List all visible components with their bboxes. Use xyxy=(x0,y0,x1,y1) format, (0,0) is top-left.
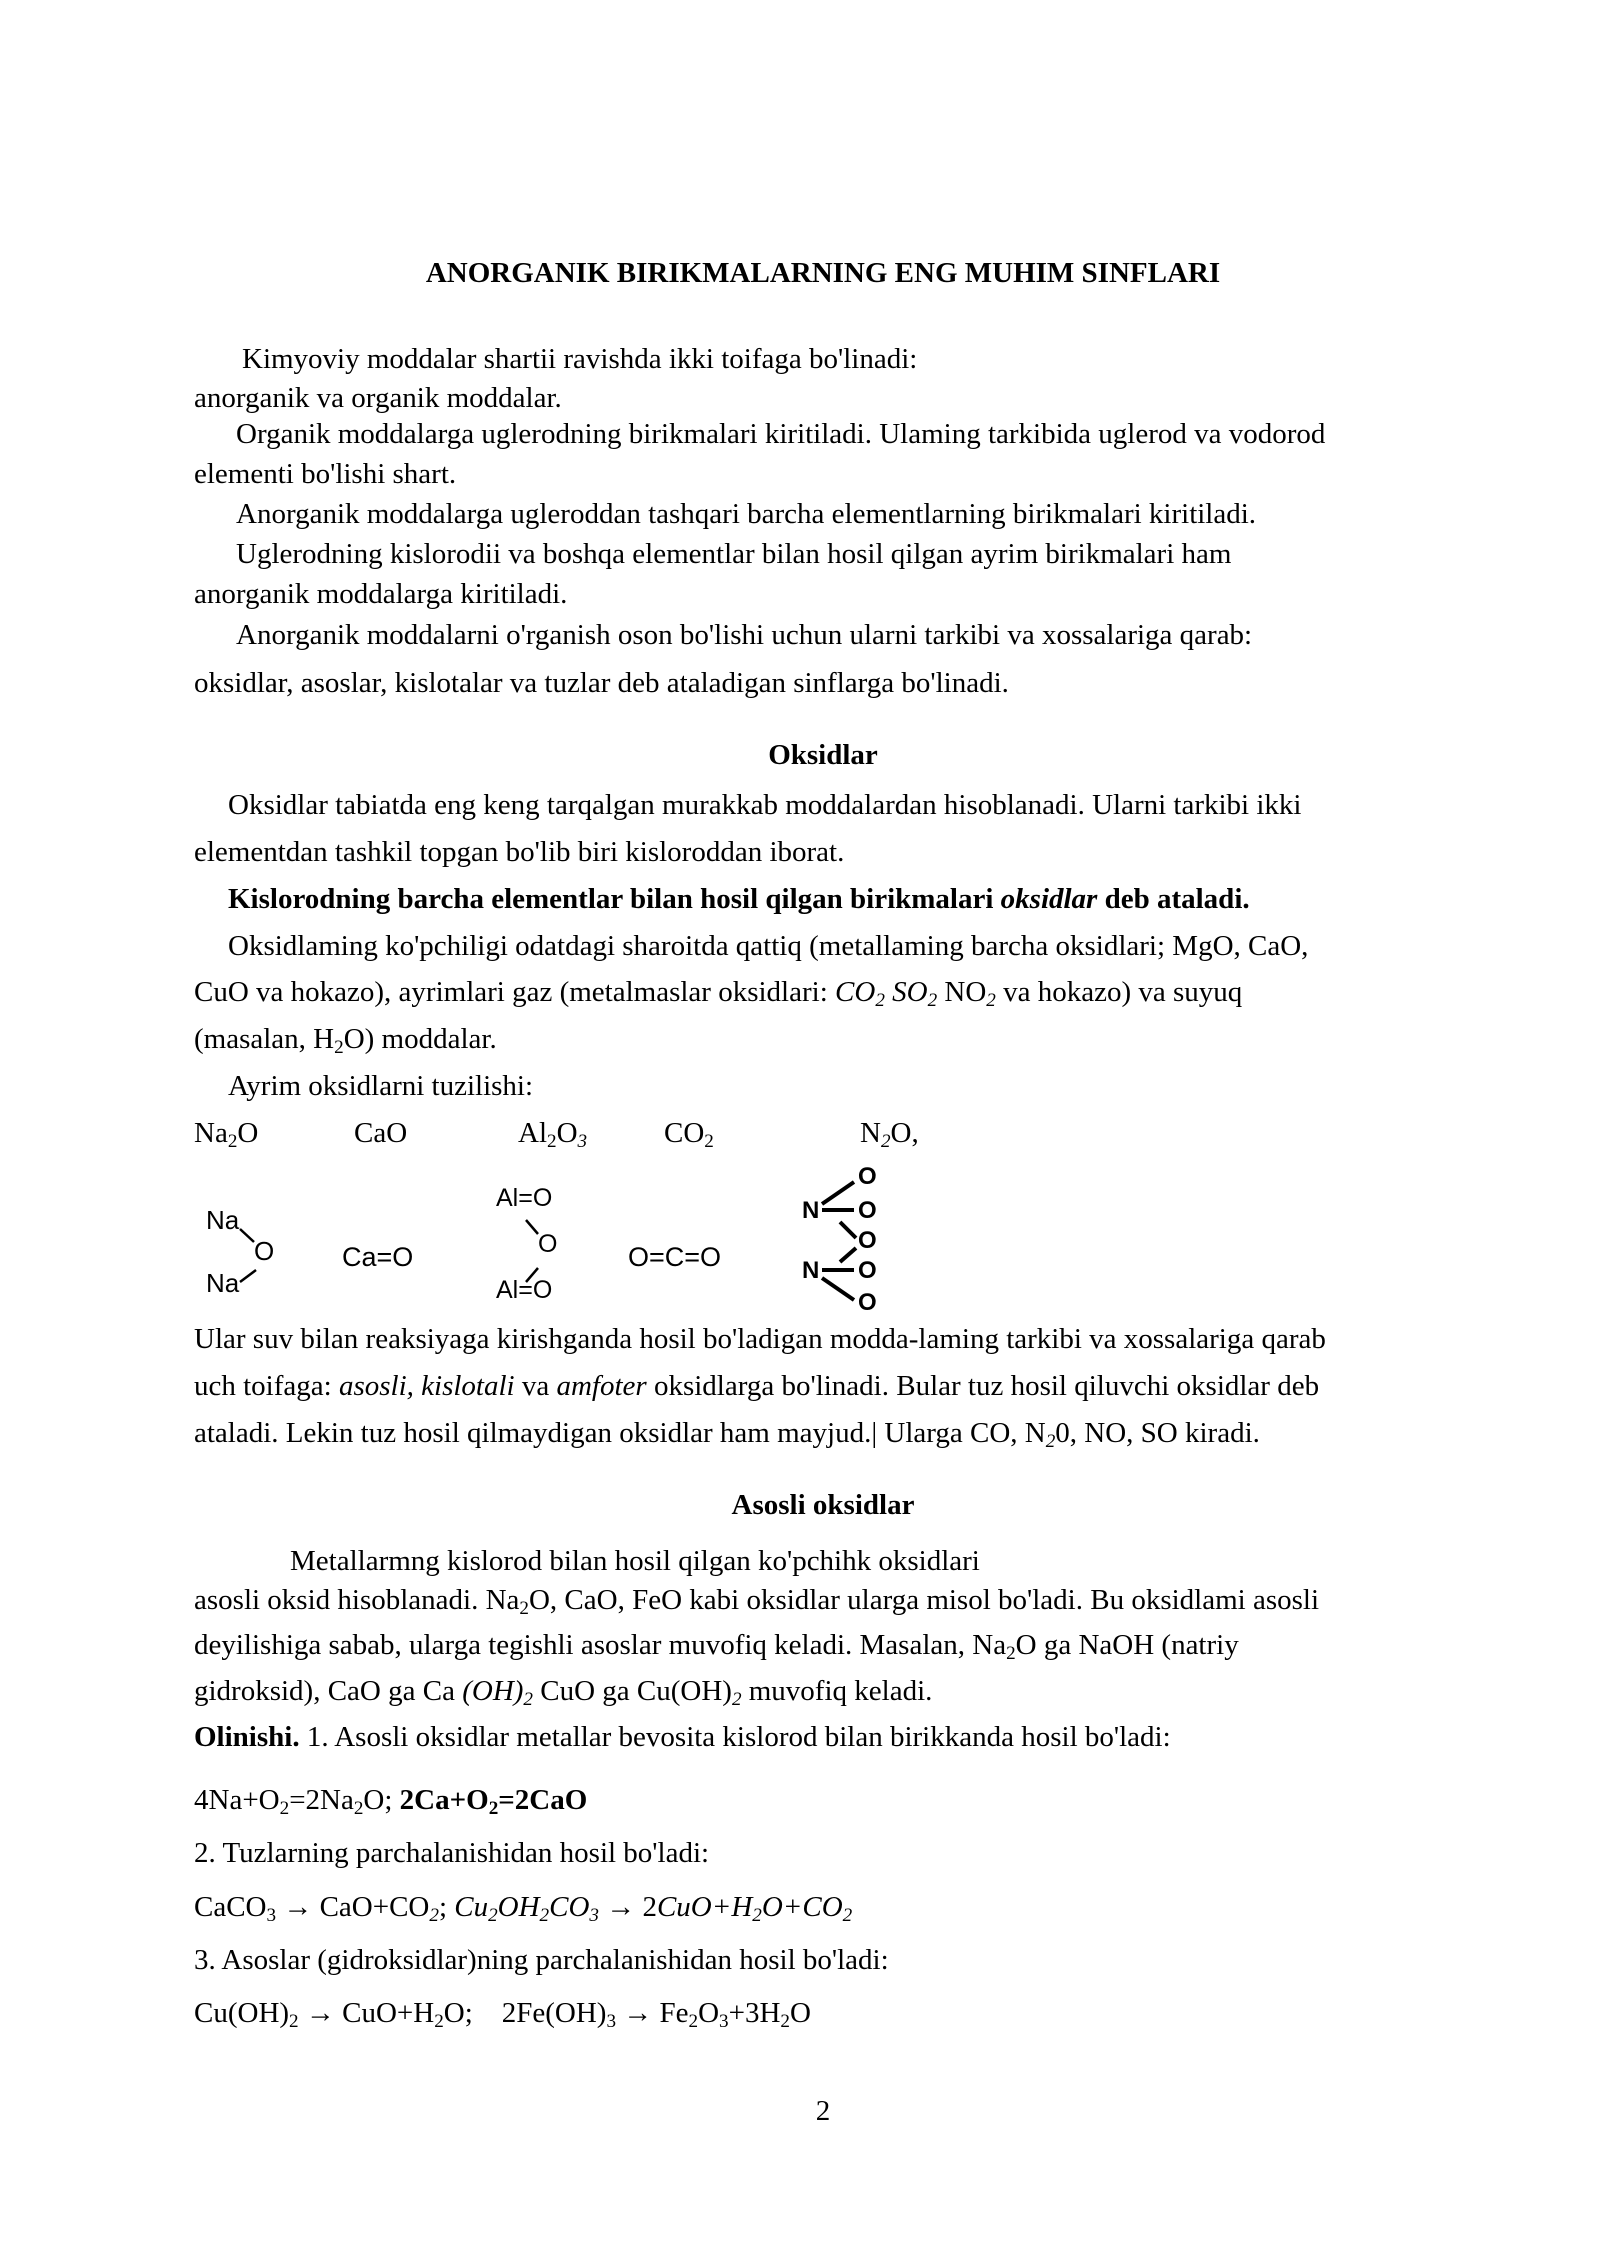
equation-3: $Cu(OH)_2 \to CuO+H_2O$; $2Fe(OH)_3 \to Fe_2O_3+3H_2O$ xyxy=(194,1997,811,2032)
al-o-bottom: Al=O xyxy=(496,1276,553,1304)
label-cao: CaO xyxy=(354,1117,408,1149)
label-n2o: $N_2O$, xyxy=(860,1117,919,1152)
na2o-structure xyxy=(206,1205,274,1298)
asosli-line-2: asosli oksid hisoblanadi. $Na_2O$, CaO, FeO kabi oksidlar ularga misol bo'ladi. Bu oksidlami asosli xyxy=(194,1584,1320,1619)
types-line-3: ataladi. Lekin tuz hosil qilmaydigan oksidlar ham mayjud.| Ularga CO, $N_20$, NO, SO kiradi. xyxy=(194,1417,1260,1452)
bridge-o: O xyxy=(538,1230,558,1258)
svg-text:N: N xyxy=(802,1257,820,1284)
equation-2: CaCO$_3$ → $CaO+CO_2$; $Cu_2OH_2CO_3 \to 2CuO+H_2O+CO_2$ xyxy=(194,1891,853,1926)
cao-structure: Ca=O xyxy=(342,1242,414,1272)
intro-line-9: oksidlar, asoslar, kislotalar va tuzlar deb ataladigan sinflarga bo'linadi. xyxy=(194,667,1009,699)
intro-line-2: anorganik va organik moddalar. xyxy=(194,382,562,414)
asosli-line-1: Metallarmng kislorod bilan hosil qilgan ko'pchihk oksidlari xyxy=(290,1545,980,1577)
svg-text:O: O xyxy=(858,1257,877,1284)
oksidlar-line-5: CuO va hokazo), ayrimlari gaz (metalmaslar oksidlari: $CO_2$ $SO_2$ $NO_2$ va hokazo) va suyuq xyxy=(194,976,1243,1011)
svg-text:N: N xyxy=(802,1197,820,1224)
label-na2o: $Na_2O$ xyxy=(194,1117,259,1152)
intro-line-6: Uglerodning kislorodii va boshqa elementlar bilan hosil qilgan ayrim birikmalari ham xyxy=(236,538,1232,570)
item-3: 3. Asoslar (gidroksidlar)ning parchalanishidan hosil bo'ladi: xyxy=(194,1944,889,1976)
section-heading-asosli: Asosli oksidlar xyxy=(731,1489,915,1521)
formula-co2: $CO_2$ xyxy=(835,976,885,1011)
asosli-line-3: deyilishiga sabab, ularga tegishli asoslar muvofiq keladi. Masalan, $Na_2O$ ga NaOH (natriy xyxy=(194,1629,1239,1664)
oksidlar-definition xyxy=(228,884,1250,916)
intro-line-3: Organik moddalarga uglerodning birikmalari kiritiladi. Ulaming tarkibida uglerod va vodorod xyxy=(236,418,1326,450)
definition-term: oksidlar xyxy=(1000,883,1098,915)
oksidlar-line-2: elementdan tashkil topgan bo'lib biri kisloroddan iborat. xyxy=(194,836,845,868)
oksidlar-line-1: Oksidlar tabiatda eng keng tarqalgan murakkab moddalardan hisoblanadi. Ularni tarkibi ikki xyxy=(228,789,1302,821)
na-atom-bottom: Na xyxy=(206,1268,240,1298)
types-line-1: Ular suv bilan reaksiyaga kirishganda hosil bo'ladigan modda-laming tarkibi va xossalariga qarab xyxy=(194,1323,1326,1355)
oxide-structures-figure xyxy=(190,1160,950,1316)
definition-text: Kislorodning barcha elementlar bilan hosil qilgan birikmalari xyxy=(228,883,994,915)
asosli-line-4: gidroksid), CaO ga Ca $(OH)_2$ CuO ga $Cu(OH)_2$ muvofiq keladi. xyxy=(194,1675,933,1710)
intro-line-7: anorganik moddalarga kiritiladi. xyxy=(194,578,568,610)
svg-text:O: O xyxy=(858,1163,877,1190)
item-2: 2. Tuzlarning parchalanishidan hosil bo'ladi: xyxy=(194,1837,710,1869)
svg-text:O: O xyxy=(858,1227,877,1254)
al2o3-structure xyxy=(496,1184,557,1304)
label-co2: $CO_2$ xyxy=(664,1117,714,1152)
intro-line-8: Anorganik moddalarni o'rganish oson bo'lishi uchun ularni tarkibi va xossalariga qarab: xyxy=(236,619,1253,651)
oksidlar-line-6: (masalan, $H_2O$) moddalar. xyxy=(194,1023,497,1058)
intro-line-4: elementi bo'lishi shart. xyxy=(194,458,457,490)
intro-line-1: Kimyoviy moddalar shartii ravishda ikki toifaga bo'linadi: xyxy=(242,343,918,375)
o-atom: O xyxy=(254,1236,275,1266)
equation-1: $4Na+O_2=2Na_2O$; $2Ca+O_2=2CaO$ xyxy=(194,1784,588,1819)
definition-end: deb ataladi. xyxy=(1104,883,1250,915)
formula-so2: $SO_2$ xyxy=(892,976,938,1011)
label-al2o3: $Al_2O_3$ xyxy=(518,1117,588,1152)
arrow-icon: → xyxy=(305,1997,335,2029)
oksidlar-line-7: Ayrim oksidlarni tuzilishi: xyxy=(228,1070,534,1102)
olinishi-line: Olinishi. 1. Asosli oksidlar metallar bevosita kislorod bilan birikkanda hosil bo'ladi: xyxy=(194,1721,1171,1753)
section-heading-oksidlar: Oksidlar xyxy=(768,739,878,771)
types-line-2: uch toifaga: asosli, kislotali va amfoter oksidlarga bo'linadi. Bular tuz hosil qiluvchi oksidlar deb xyxy=(194,1370,1320,1402)
svg-text:O: O xyxy=(858,1289,877,1316)
intro-line-5: Anorganik moddalarga ugleroddan tashqari barcha elementlarning birikmalari kiritiladi. xyxy=(236,498,1257,530)
arrow-icon: → xyxy=(283,1891,313,1923)
page-title: ANORGANIK BIRIKMALARNING ENG MUHIM SINFLARI xyxy=(425,257,1221,289)
formula-no2: $NO_2$ xyxy=(944,976,996,1011)
na-atom-top: Na xyxy=(206,1205,240,1235)
page-number: 2 xyxy=(815,2095,831,2127)
arrow-icon: → xyxy=(606,1891,636,1923)
al-o-top: Al=O xyxy=(496,1184,553,1212)
n2o-structure xyxy=(802,1163,877,1316)
arrow-icon: → xyxy=(623,1997,653,2029)
oksidlar-line-4: Oksidlaming ko'pchiligi odatdagi sharoitda qattiq (metallaming barcha oksidlari; MgO, CaO, xyxy=(228,930,1309,962)
svg-text:O: O xyxy=(858,1197,877,1224)
co2-structure: O=C=O xyxy=(628,1242,722,1272)
